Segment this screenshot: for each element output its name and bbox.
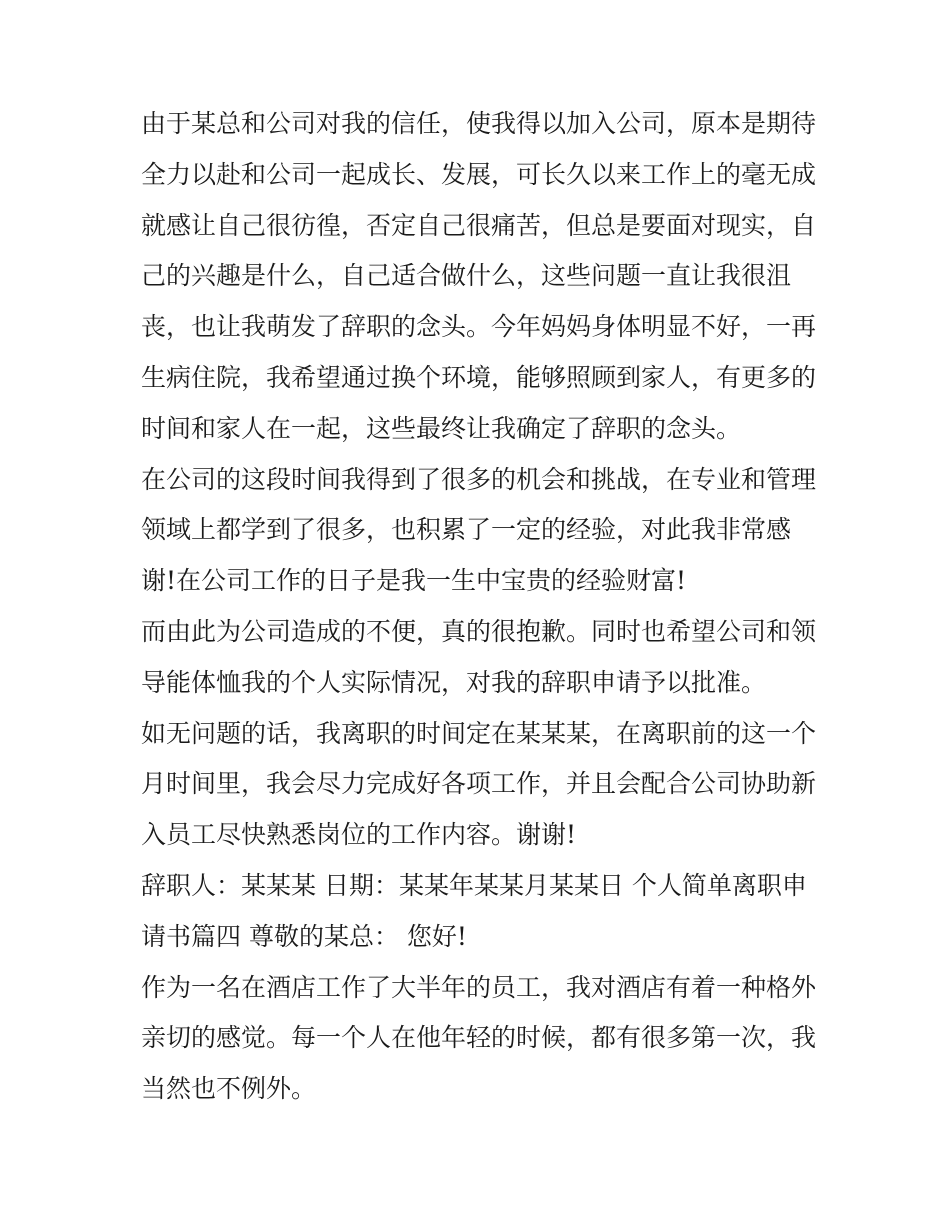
text-line: 己的兴趣是什么，自己适合做什么，这些问题一直让我很沮 [141,261,792,291]
text-line: 亲切的感觉。每一个人在他年轻的时候，都有很多第一次，我 [141,1023,817,1053]
text-line: 谢!在公司工作的日子是我一生中宝贵的经验财富! [141,566,687,596]
text-line: 当然也不例外。 [141,1074,317,1104]
text-line: 就感让自己很彷徨，否定自己很痛苦，但总是要面对现实，自 [141,210,817,240]
text-line: 全力以赴和公司一起成长、发展，可长久以来工作上的毫无成 [141,159,817,189]
text-line: 作为一名在酒店工作了大半年的员工，我对酒店有着一种格外 [141,972,817,1002]
text-line: 丧，也让我萌发了辞职的念头。今年妈妈身体明显不好，一再 [141,312,817,342]
text-line: 生病住院，我希望通过换个环境，能够照顾到家人，有更多的 [141,362,817,392]
text-line: 在公司的这段时间我得到了很多的机会和挑战，在专业和管理 [141,464,817,494]
text-line: 辞职人：某某某 日期：某某年某某月某某日 个人简单离职申 [141,870,807,900]
text-line: 而由此为公司造成的不便，真的很抱歉。同时也希望公司和领 [141,616,817,646]
text-line: 领域上都学到了很多，也积累了一定的经验，对此我非常感 [141,515,792,545]
text-line: 时间和家人在一起，这些最终让我确定了辞职的念头。 [141,413,742,443]
text-line: 导能体恤我的个人实际情况，对我的辞职申请予以批准。 [141,667,767,697]
text-line: 请书篇四 尊敬的某总： 您好! [141,921,467,951]
document-body [141,99,821,1115]
text-line: 月时间里，我会尽力完成好各项工作，并且会配合公司协助新 [141,769,817,799]
text-line: 如无问题的话，我离职的时间定在某某某，在离职前的这一个 [141,718,817,748]
text-line: 由于某总和公司对我的信任，使我得以加入公司，原本是期待 [141,109,817,138]
text-line: 入员工尽快熟悉岗位的工作内容。谢谢! [141,820,577,850]
